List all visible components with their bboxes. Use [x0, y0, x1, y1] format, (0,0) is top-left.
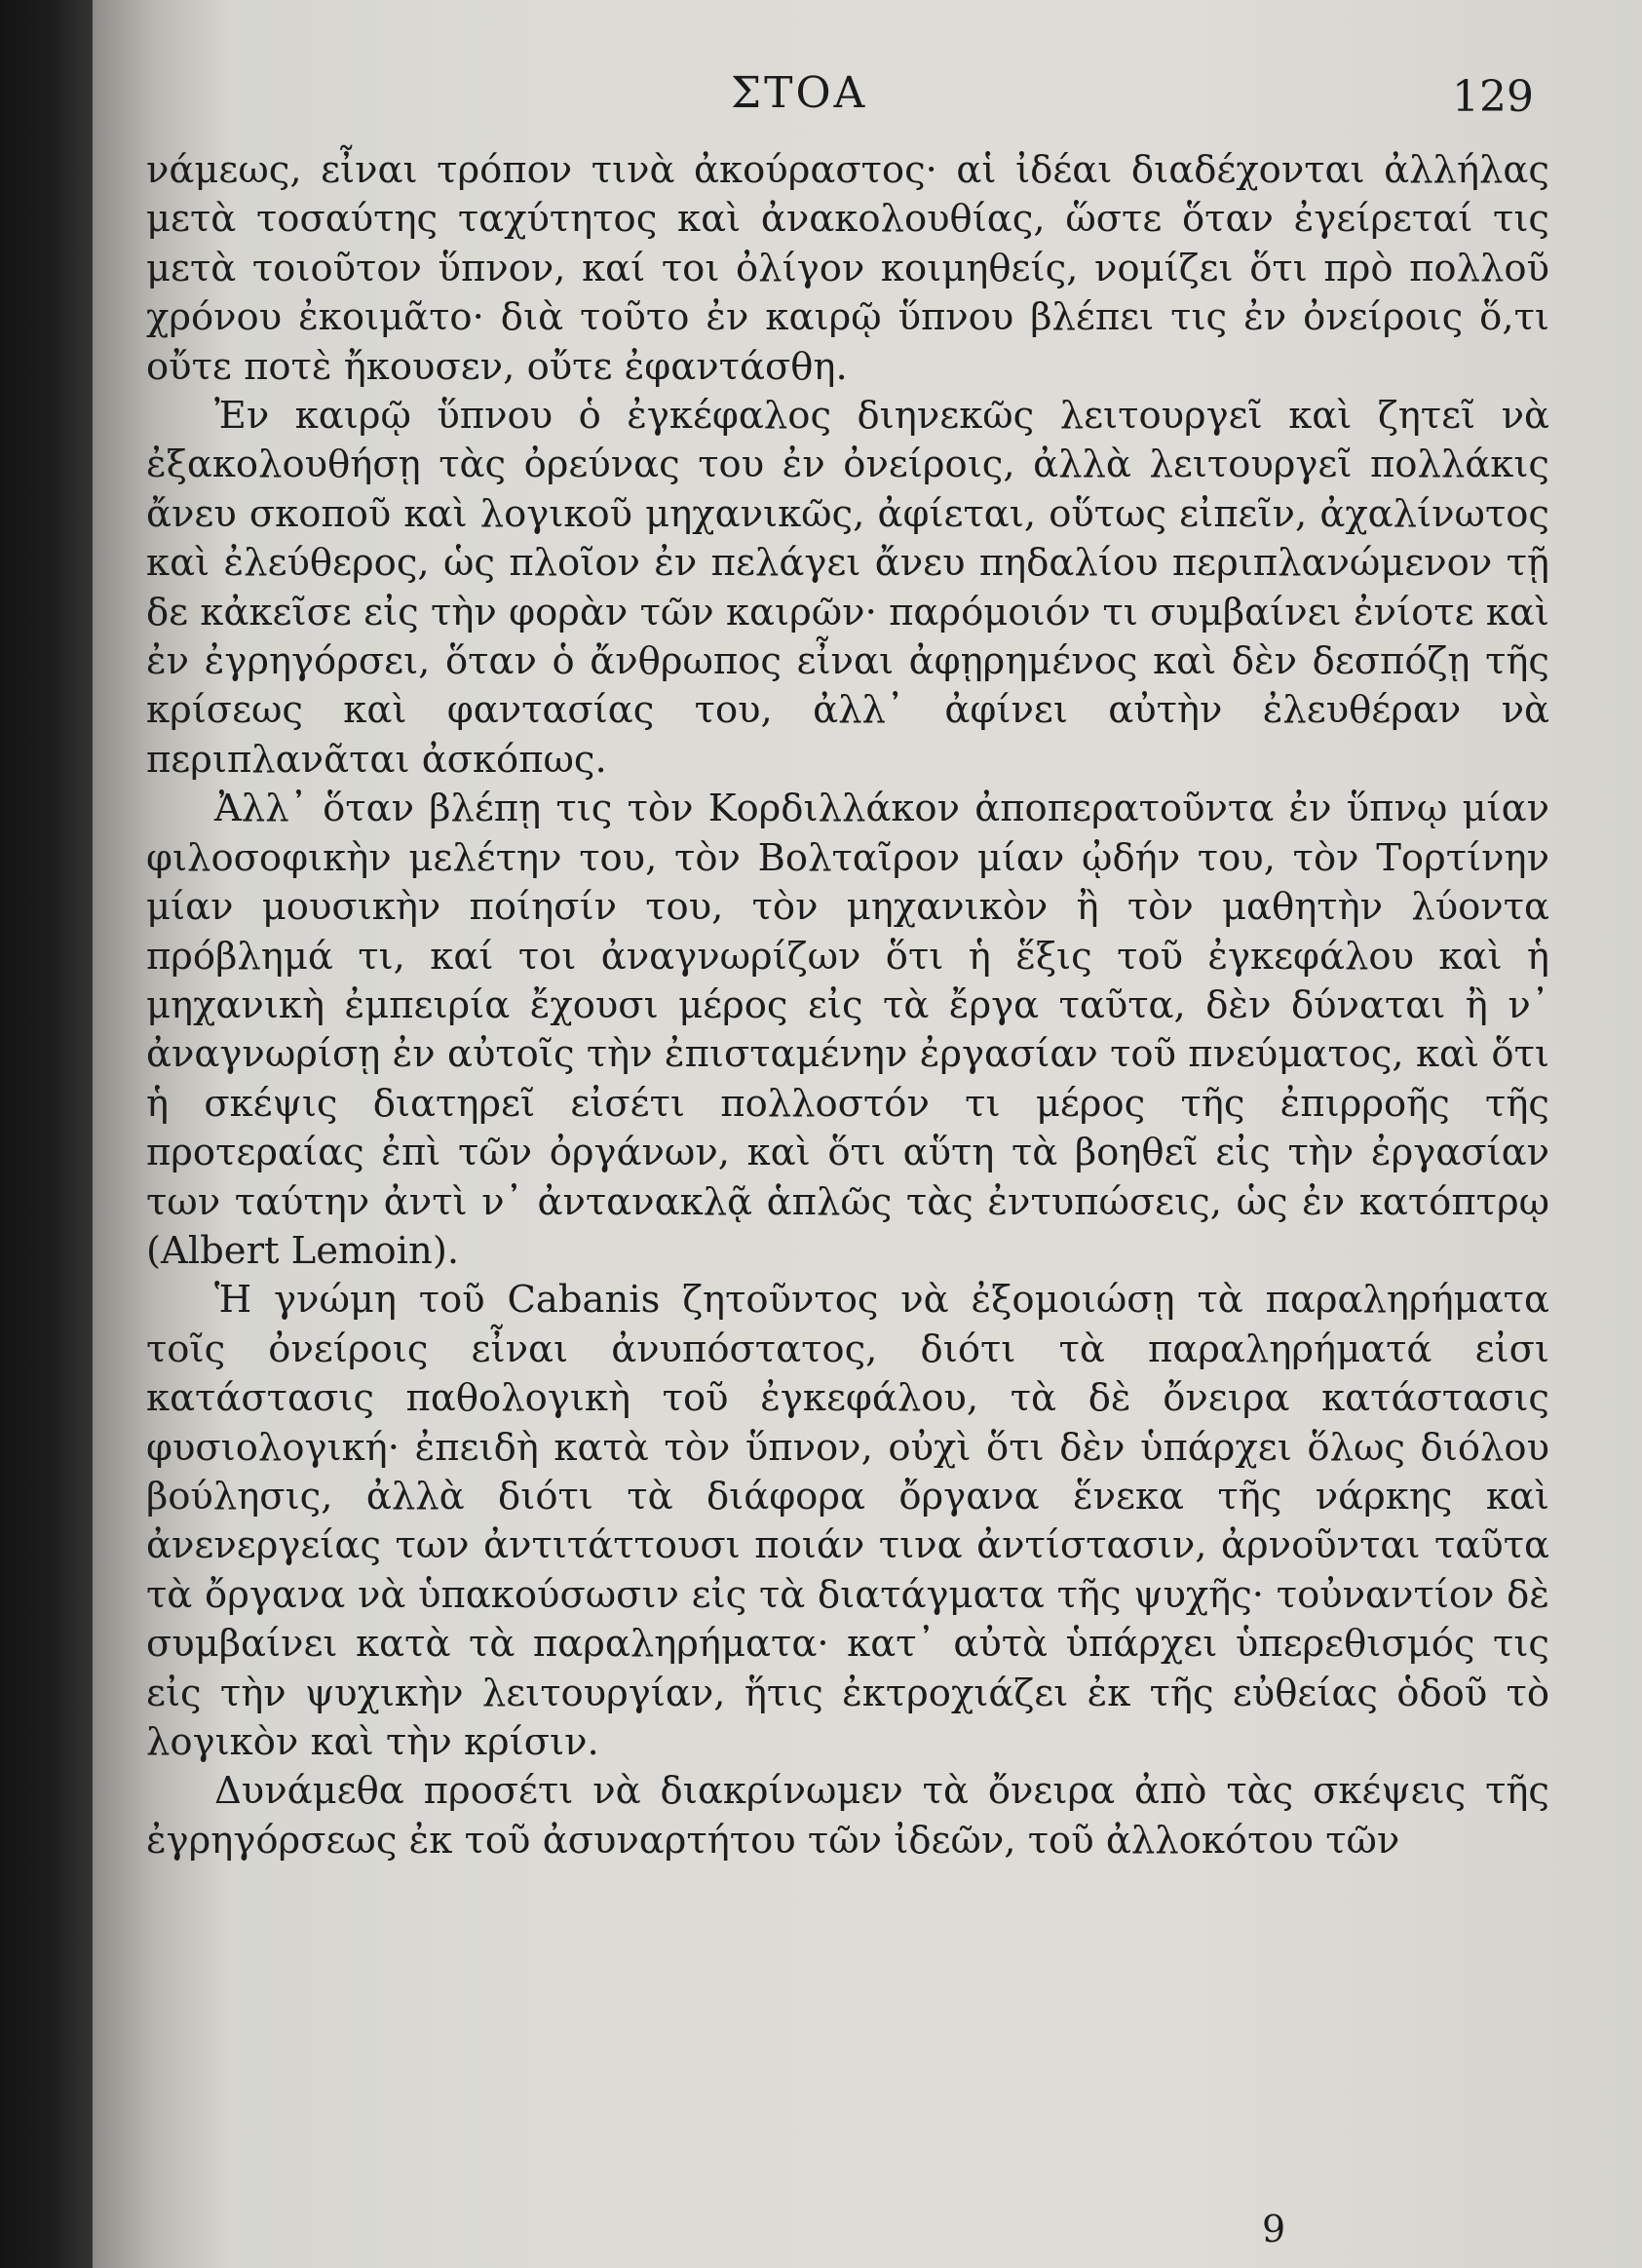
- page-header: [93, 68, 1642, 127]
- paragraph-2: Ἐν καιρῷ ὕπνου ὁ ἐγκέφαλος διηνεκῶς λειτουργεῖ καὶ ζητεῖ νὰ ἐξακολουθήσῃ τὰς ὀρεύνας του ἐν ὀνείροις, ἀλλὰ λειτουργεῖ πολλάκις ἄνευ σκοποῦ καὶ λογικοῦ μηχανικῶς, ἀφίεται, οὕτως εἰπεῖν, ἀχαλίνωτος καὶ ἐλεύθερος, ὡς πλοῖον ἐν πελάγει ἄνευ πηδαλίου περιπλανώμενον τῇ δε κἀκεῖσε εἰς τὴν φορὰν τῶν καιρῶν· παρόμοιόν τι συμβαίνει ἐνίοτε καὶ ἐν ἐγρηγόρσει, ὅταν ὁ ἄνθρωπος εἶναι ἀφῃρημένος καὶ δὲν δεσπόζῃ τῆς κρίσεως καὶ φαντασίας του, ἀλλ᾽ ἀφίνει αὐτὴν ἐλευθέραν νὰ περιπλανᾶται ἀσκόπως.: [146, 394, 1549, 782]
- paragraph-4: Ἡ γνώμη τοῦ Cabanis ζητοῦντος νὰ ἐξομοιώσῃ τὰ παραληρήματα τοῖς ὀνείροις εἶναι ἀνυπόστατος, διότι τὰ παραληρήματά εἰσι κατάστασις παθολογικὴ τοῦ ἐγκεφάλου, τὰ δὲ ὄνειρα κατάστασις φυσιολογική· ἐπειδὴ κατὰ τὸν ὕπνον, οὐχὶ ὅτι δὲν ὑπάρχει ὅλως διόλου βούλησις, ἀλλὰ διότι τὰ διάφορα ὄργανα ἕνεκα τῆς νάρκης καὶ ἀνενεργείας των ἀντιτάττουσι ποιάν τινα ἀντίστασιν, ἀρνοῦνται ταῦτα τὰ ὄργανα νὰ ὑπακούσωσιν εἰς τὰ διατάγματα τῆς ψυχῆς· τοὐναντίον δὲ συμβαίνει κατὰ τὰ παραληρήματα· κατ᾽ αὐτὰ ὑπάρχει ὑπερεθισμός τις εἰς τὴν ψυχικὴν λειτουργίαν, ἥτις ἐκτροχιάζει ἐκ τῆς εὐθείας ὁδοῦ τὸ λογικὸν καὶ τὴν κρίσιν.: [146, 1278, 1549, 1764]
- paragraph-5: Δυνάμεθα προσέτι νὰ διακρίνωμεν τὰ ὄνειρα ἀπὸ τὰς σκέψεις τῆς ἐγρηγόρσεως ἐκ τοῦ ἀσυναρτήτου τῶν ἰδεῶν, τοῦ ἀλλοκότου τῶν: [146, 1769, 1549, 1863]
- page-number: 129: [1452, 72, 1534, 122]
- body-text: [146, 146, 1549, 1865]
- running-title: ΣΤΟΑ: [731, 68, 868, 118]
- paragraph-3: Ἀλλ᾽ ὅταν βλέπῃ τις τὸν Κορδιλλάκον ἀποπερατοῦντα ἐν ὕπνῳ μίαν φιλοσοφικὴν μελέτην του, τὸν Βολταῖρον μίαν ᾠδήν του, τὸν Τορτίνην μίαν μουσικὴν ποίησίν του, τὸν μηχανικὸν ἢ τὸν μαθητὴν λύοντα πρόβλημά τι, καί τοι ἀναγνωρίζων ὅτι ἡ ἕξις τοῦ ἐγκεφάλου καὶ ἡ μηχανικὴ ἐμπειρία ἔχουσι μέρος εἰς τὰ ἔργα ταῦτα, δὲν δύναται ἢ ν᾽ ἀναγνωρίσῃ ἐν αὐτοῖς τὴν ἐπισταμένην ἐργασίαν τοῦ πνεύματος, καὶ ὅτι ἡ σκέψις διατηρεῖ εἰσέτι πολλοστόν τι μέρος τῆς ἐπιρροῆς τῆς προτεραίας ἐπὶ τῶν ὀργάνων, καὶ ὅτι αὕτη τὰ βοηθεῖ εἰς τὴν ἐργασίαν των ταύτην ἀντὶ ν᾽ ἀντανακλᾷ ἁπλῶς τὰς ἐντυπώσεις, ὡς ἐν κατόπτρῳ (Albert Lemoin).: [146, 787, 1549, 1273]
- signature-mark: 9: [1262, 2208, 1286, 2250]
- paragraph-1: νάμεως, εἶναι τρόπον τινὰ ἀκούραστος· αἱ ἰδέαι διαδέχονται ἀλλήλας μετὰ τοσαύτης ταχύτητος καὶ ἀνακολουθίας, ὥστε ὅταν ἐγείρεταί τις μετὰ τοιοῦτον ὕπνον, καί τοι ὀλίγον κοιμηθείς, νομίζει ὅτι πρὸ πολλοῦ χρόνου ἐκοιμᾶτο· διὰ τοῦτο ἐν καιρῷ ὕπνου βλέπει τις ἐν ὀνείροις ὅ,τι οὔτε ποτὲ ἤκουσεν, οὔτε ἐφαντάσθη.: [146, 148, 1549, 389]
- book-page: [93, 0, 1642, 2268]
